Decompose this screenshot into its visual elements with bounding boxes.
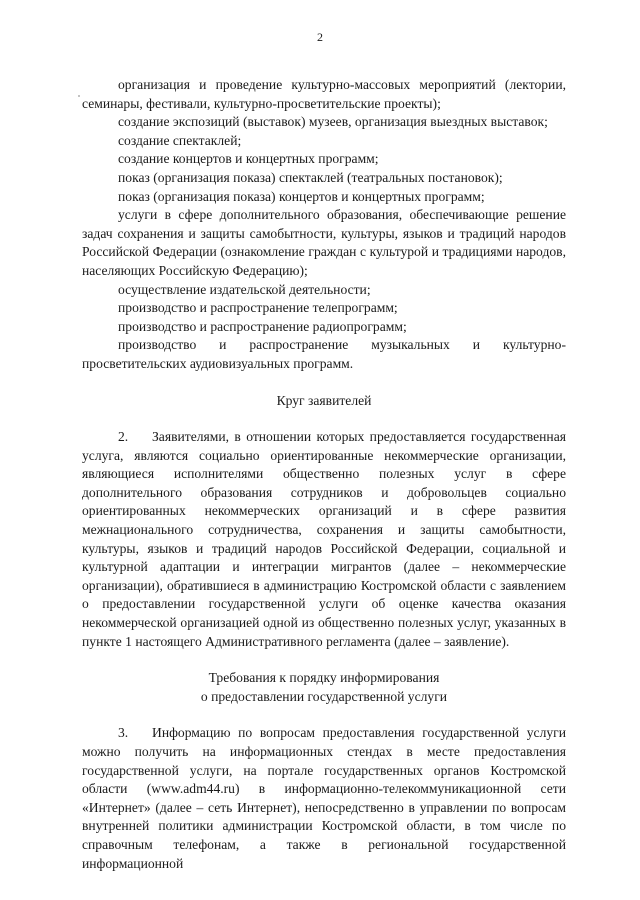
section-heading-applicants: Круг заявителей — [276, 392, 372, 408]
list-item: производство и распространение радиопрограмм; — [118, 318, 407, 334]
document-body — [82, 76, 566, 873]
list-item: производство и распространение музыкальных и культурно-просветительских аудиовизуальных программ. — [82, 337, 566, 371]
scan-speck — [78, 95, 80, 97]
list-item: показ (организация показа) спектаклей (театральных постановок); — [118, 169, 503, 185]
list-item: показ (организация показа) концертов и концертных программ; — [118, 188, 485, 204]
paragraph-text: Информацию по вопросам предоставления государственной услуги можно получить на информационных стендах в месте предоставления государственной услуги, на портале государственных органов Костромской области (www.adm44.ru) в информационно-телекоммуникационной сети «Интернет» (далее – сеть Интернет), непосредственно в управлении по вопросам внутренней политики администрации Костромской области, в том числе по справочным телефонам, а также в региональной государственной информационной — [82, 725, 566, 871]
paragraph-information — [82, 724, 566, 873]
section-heading-information — [82, 669, 566, 706]
list-item: создание концертов и концертных программ; — [118, 151, 379, 167]
list-item: создание спектаклей; — [118, 132, 242, 148]
section-heading-line: о предоставлении государственной услуги — [200, 688, 448, 704]
list-item: организация и проведение культурно-массовых мероприятий (лектории, семинары, фестивали, культурно-просветительские проекты); — [82, 77, 566, 111]
list-item: осуществление издательской деятельности; — [118, 281, 371, 297]
paragraph-number: 3. — [118, 725, 129, 741]
list-item: производство и распространение телепрограмм; — [118, 300, 398, 316]
section-heading-line: Требования к порядку информирования — [208, 670, 440, 686]
page-number: 2 — [317, 30, 323, 44]
service-list — [82, 76, 566, 374]
paragraph-number: 2. — [118, 429, 129, 445]
list-item: услуги в сфере дополнительного образования, обеспечивающие решение задач сохранения и защиты самобытности, культуры, языков и традиций народов Российской Федерации (ознакомление граждан с культурой и традициями народов, населяющих Российскую Федерацию); — [82, 207, 566, 278]
list-item: создание экспозиций (выставок) музеев, организация выездных выставок; — [118, 114, 548, 130]
paragraph-text: Заявителями, в отношении которых предоставляется государственная услуга, являются социально ориентированные некоммерческие организации, являющиеся исполнителями общественно полезных услуг в сфере дополнительного образования сотрудников и добровольцев социально ориентированных некоммерческих организаций и в сфере развития межнационального сотрудничества, сохранения и защиты самобытности, культуры, языков и традиций народов Российской Федерации, социальной и культурной адаптации и интеграции мигрантов (далее – некоммерческие организации), обратившиеся в администрацию Костромской области с заявлением о предоставлении государственной услуги об оценке качества оказания некоммерческой организацией одной из общественно полезных услуг, указанных в пункте 1 настоящего Административного регламента (далее – заявление). — [82, 429, 566, 649]
paragraph-applicants — [82, 428, 566, 651]
